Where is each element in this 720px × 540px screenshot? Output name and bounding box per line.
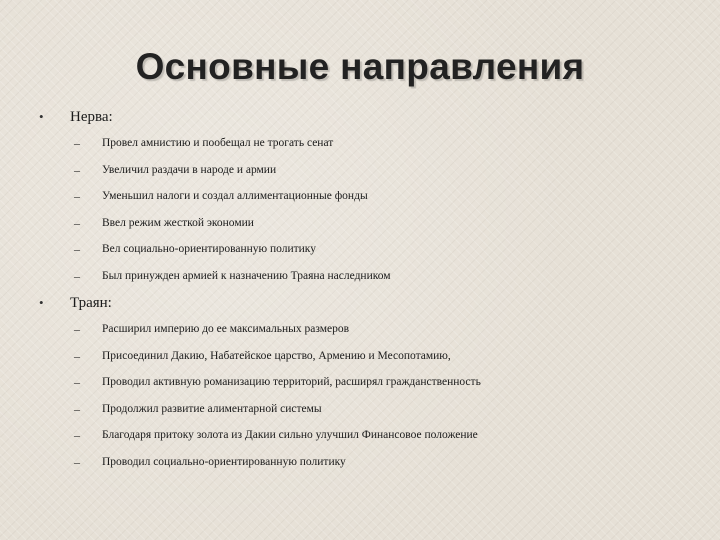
dash-icon: – (74, 428, 80, 443)
dash-icon: – (74, 401, 80, 416)
dash-icon: – (74, 242, 80, 257)
sub-item-text: Провел амнистию и пообещал не трогать сенат (102, 137, 334, 149)
sub-item-text: Проводил социально-ориентированную политику (102, 455, 346, 468)
sub-item (0, 160, 720, 187)
dash-icon: – (74, 322, 80, 336)
sub-item-text: Был принужден армией к назначению Траяна наследником (102, 269, 391, 282)
dash-icon: – (74, 215, 80, 230)
dash-icon: – (74, 454, 80, 469)
sub-item (0, 266, 720, 293)
sub-item-text: Расширил империю до ее максимальных размеров (102, 323, 350, 335)
bullet-icon: • (39, 295, 44, 310)
sub-item (0, 319, 720, 346)
dash-icon: – (74, 375, 80, 390)
bullet-item-nerva (0, 106, 720, 128)
sub-item-text: Продолжил развитие алиментарной системы (102, 402, 322, 415)
sub-list (0, 319, 720, 479)
bullet-item-trajan (0, 292, 720, 314)
sub-item-text: Проводил активную романизацию территорий, расширял гражданственность (102, 376, 481, 389)
sub-item-text: Присоединил Дакию, Набатейское царство, Армению и Месопотамию, (102, 349, 451, 362)
sub-item (0, 425, 720, 452)
sub-item (0, 186, 720, 213)
dash-icon: – (74, 162, 80, 177)
dash-icon: – (74, 136, 80, 150)
sub-item-text: Ввел режим жесткой экономии (102, 216, 254, 229)
dash-icon: – (74, 348, 80, 363)
sub-item-text: Уменьшил налоги и создал аллиментационные фонды (102, 190, 368, 203)
sub-list (0, 133, 720, 293)
sub-item (0, 452, 720, 479)
sub-item-text: Увеличил раздачи в народе и армии (102, 163, 277, 176)
sub-item-text: Благодаря притоку золота из Дакии сильно улучшил Финансовое положение (102, 429, 478, 442)
sub-item (0, 399, 720, 426)
section-trajan (0, 292, 720, 479)
sub-item-text: Вел социально-ориентированную политику (102, 243, 316, 256)
bullet-icon: • (39, 109, 44, 124)
sub-item (0, 133, 720, 160)
slide-title: Основные направления (135, 46, 585, 87)
section-heading: Траян: (70, 295, 112, 311)
section-nerva (0, 106, 720, 293)
dash-icon: – (74, 268, 80, 283)
sub-item (0, 213, 720, 240)
dash-icon: – (74, 189, 80, 204)
sub-item (0, 346, 720, 373)
section-heading: Нерва: (70, 109, 113, 125)
sub-item (0, 239, 720, 266)
sub-item (0, 372, 720, 399)
